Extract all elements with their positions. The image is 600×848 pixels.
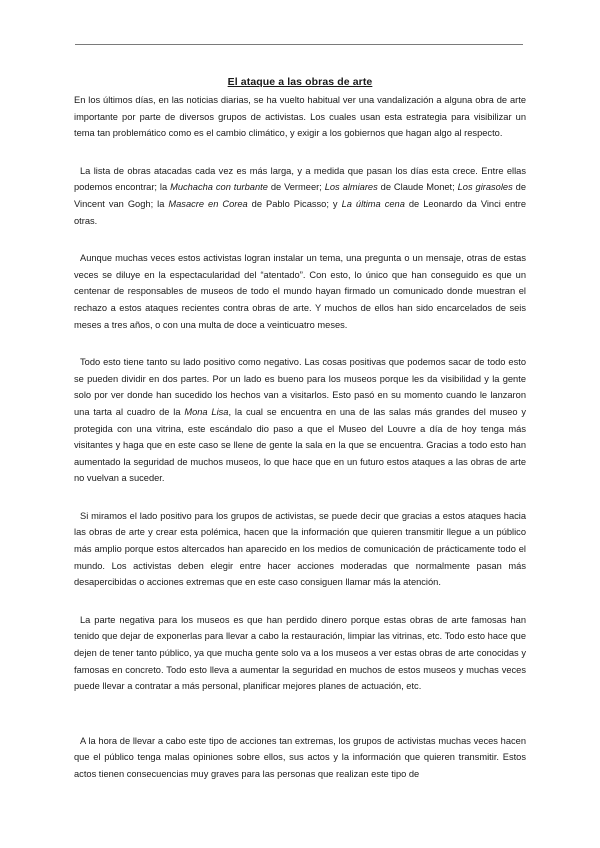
header-rule [75, 44, 523, 45]
text-run: de Claude Monet; [377, 182, 458, 193]
paragraph-7: A la hora de llevar a cabo este tipo de acciones tan extremas, los grupos de activistas muchas veces hacen que el público tenga malas opiniones sobre ellos, sus actos y la información que quieren transmitir. Estos actos tienen consecuencias muy graves para las personas que realizan este tipo de [74, 735, 526, 779]
artwork-title: Muchacha con turbante [170, 182, 268, 193]
artwork-title: La última cena [341, 198, 405, 209]
text-run: , la cual se encuentra en una de las salas más grandes del museo y protegida con una vitrina, este escándalo dio paso a que el Museo del Louvre a día de hoy tenga más visitantes y haga que en este caso se llene de gente la sala en la que se encuentra. Gracias a todo esto han aumentado la seguridad de muchos museos, lo que hace que en un futuro estos ataques a las obras de arte no vuelvan a suceder. [74, 406, 526, 484]
text-run: de Pablo Picasso; y [247, 198, 342, 209]
text-run: Todo esto tiene tanto su lado positivo como negativo. Las cosas positivas que podemos sacar de todo esto se pueden dividir en dos partes. Por un lado es bueno para los museos porque les da visibilidad y la gente solo por ver donde han sucedido los hechos van a visitarlos. Esto pasó en su momento cuando le lanzaron una tarta al cuadro de la [74, 357, 526, 417]
paragraph-6: La parte negativa para los museos es que han perdido dinero porque estas obras de arte famosas han tenido que dejar de exponerlas para llevar a cabo la restauración, limpiar las vitrinas, etc. Todo esto hace que dejen de tener tanto público, ya que mucha gente solo va a los museos a ver estas obras de arte conocidas y famosas en concreto. Todo esto lleva a aumentar la seguridad en muchos de estos museos y muchas veces puede llevar a contratar a más personal, planificar mejores planes de actuación, etc. [74, 614, 526, 692]
paragraph-5: Si miramos el lado positivo para los grupos de activistas, se puede decir que gracias a estos ataques hacia las obras de arte y crear esta polémica, hacen que la información que quieren transmitir llegue a un público más amplio porque estos altercados han aparecido en los medios de comunicación de prácticamente todo el mundo. Los activistas deben elegir entre hacer acciones moderadas que normalmente pasan más desapercibidas o acciones extremas que en este caso consiguen llamar más la atención. [74, 510, 526, 588]
paragraph-3: Aunque muchas veces estos activistas logran instalar un tema, una pregunta o un mensaje, otras de estas veces se diluye en la espectacularidad del “atentado”. Con esto, lo único que han conseguido es que un centenar de responsables de museos de todo el mundo hayan firmado un comunicado donde muestran el rechazo a estos ataques recientes contra obras de arte. Y muchos de ellos han sido encarcelados de seis meses a tres años, o con una multa de doce a veinticuatro meses. [74, 253, 526, 330]
paragraph-2 [74, 163, 526, 229]
text-run: de Vermeer; [267, 182, 325, 193]
artwork-title: Mona Lisa [184, 406, 229, 417]
document-body [74, 92, 526, 804]
paragraph-1: En los últimos días, en las noticias diarias, se ha vuelto habitual ver una vandalización a alguna obra de arte importante por parte de diversos grupos de activistas. Los cuales usan esta estrategia para visibilizar un tema tan problemático como es el cambio climático, y exigir a los gobiernos que hagan algo al respecto. [74, 95, 526, 139]
artwork-title: Los girasoles [457, 182, 513, 193]
artwork-title: Los almiares [324, 182, 378, 193]
paragraph-4 [74, 354, 526, 487]
text-run: de Leonardo da Vinci entre otras. [74, 198, 526, 226]
artwork-title: Masacre en Corea [168, 198, 248, 209]
text-run: La lista de obras atacadas cada vez es más larga, y a medida que pasan los días esta crece. Entre ellas podemos encontrar; la [74, 165, 526, 193]
text-run: de Vincent van Gogh; la [74, 182, 526, 209]
document-title: El ataque a las obras de arte [227, 76, 373, 88]
